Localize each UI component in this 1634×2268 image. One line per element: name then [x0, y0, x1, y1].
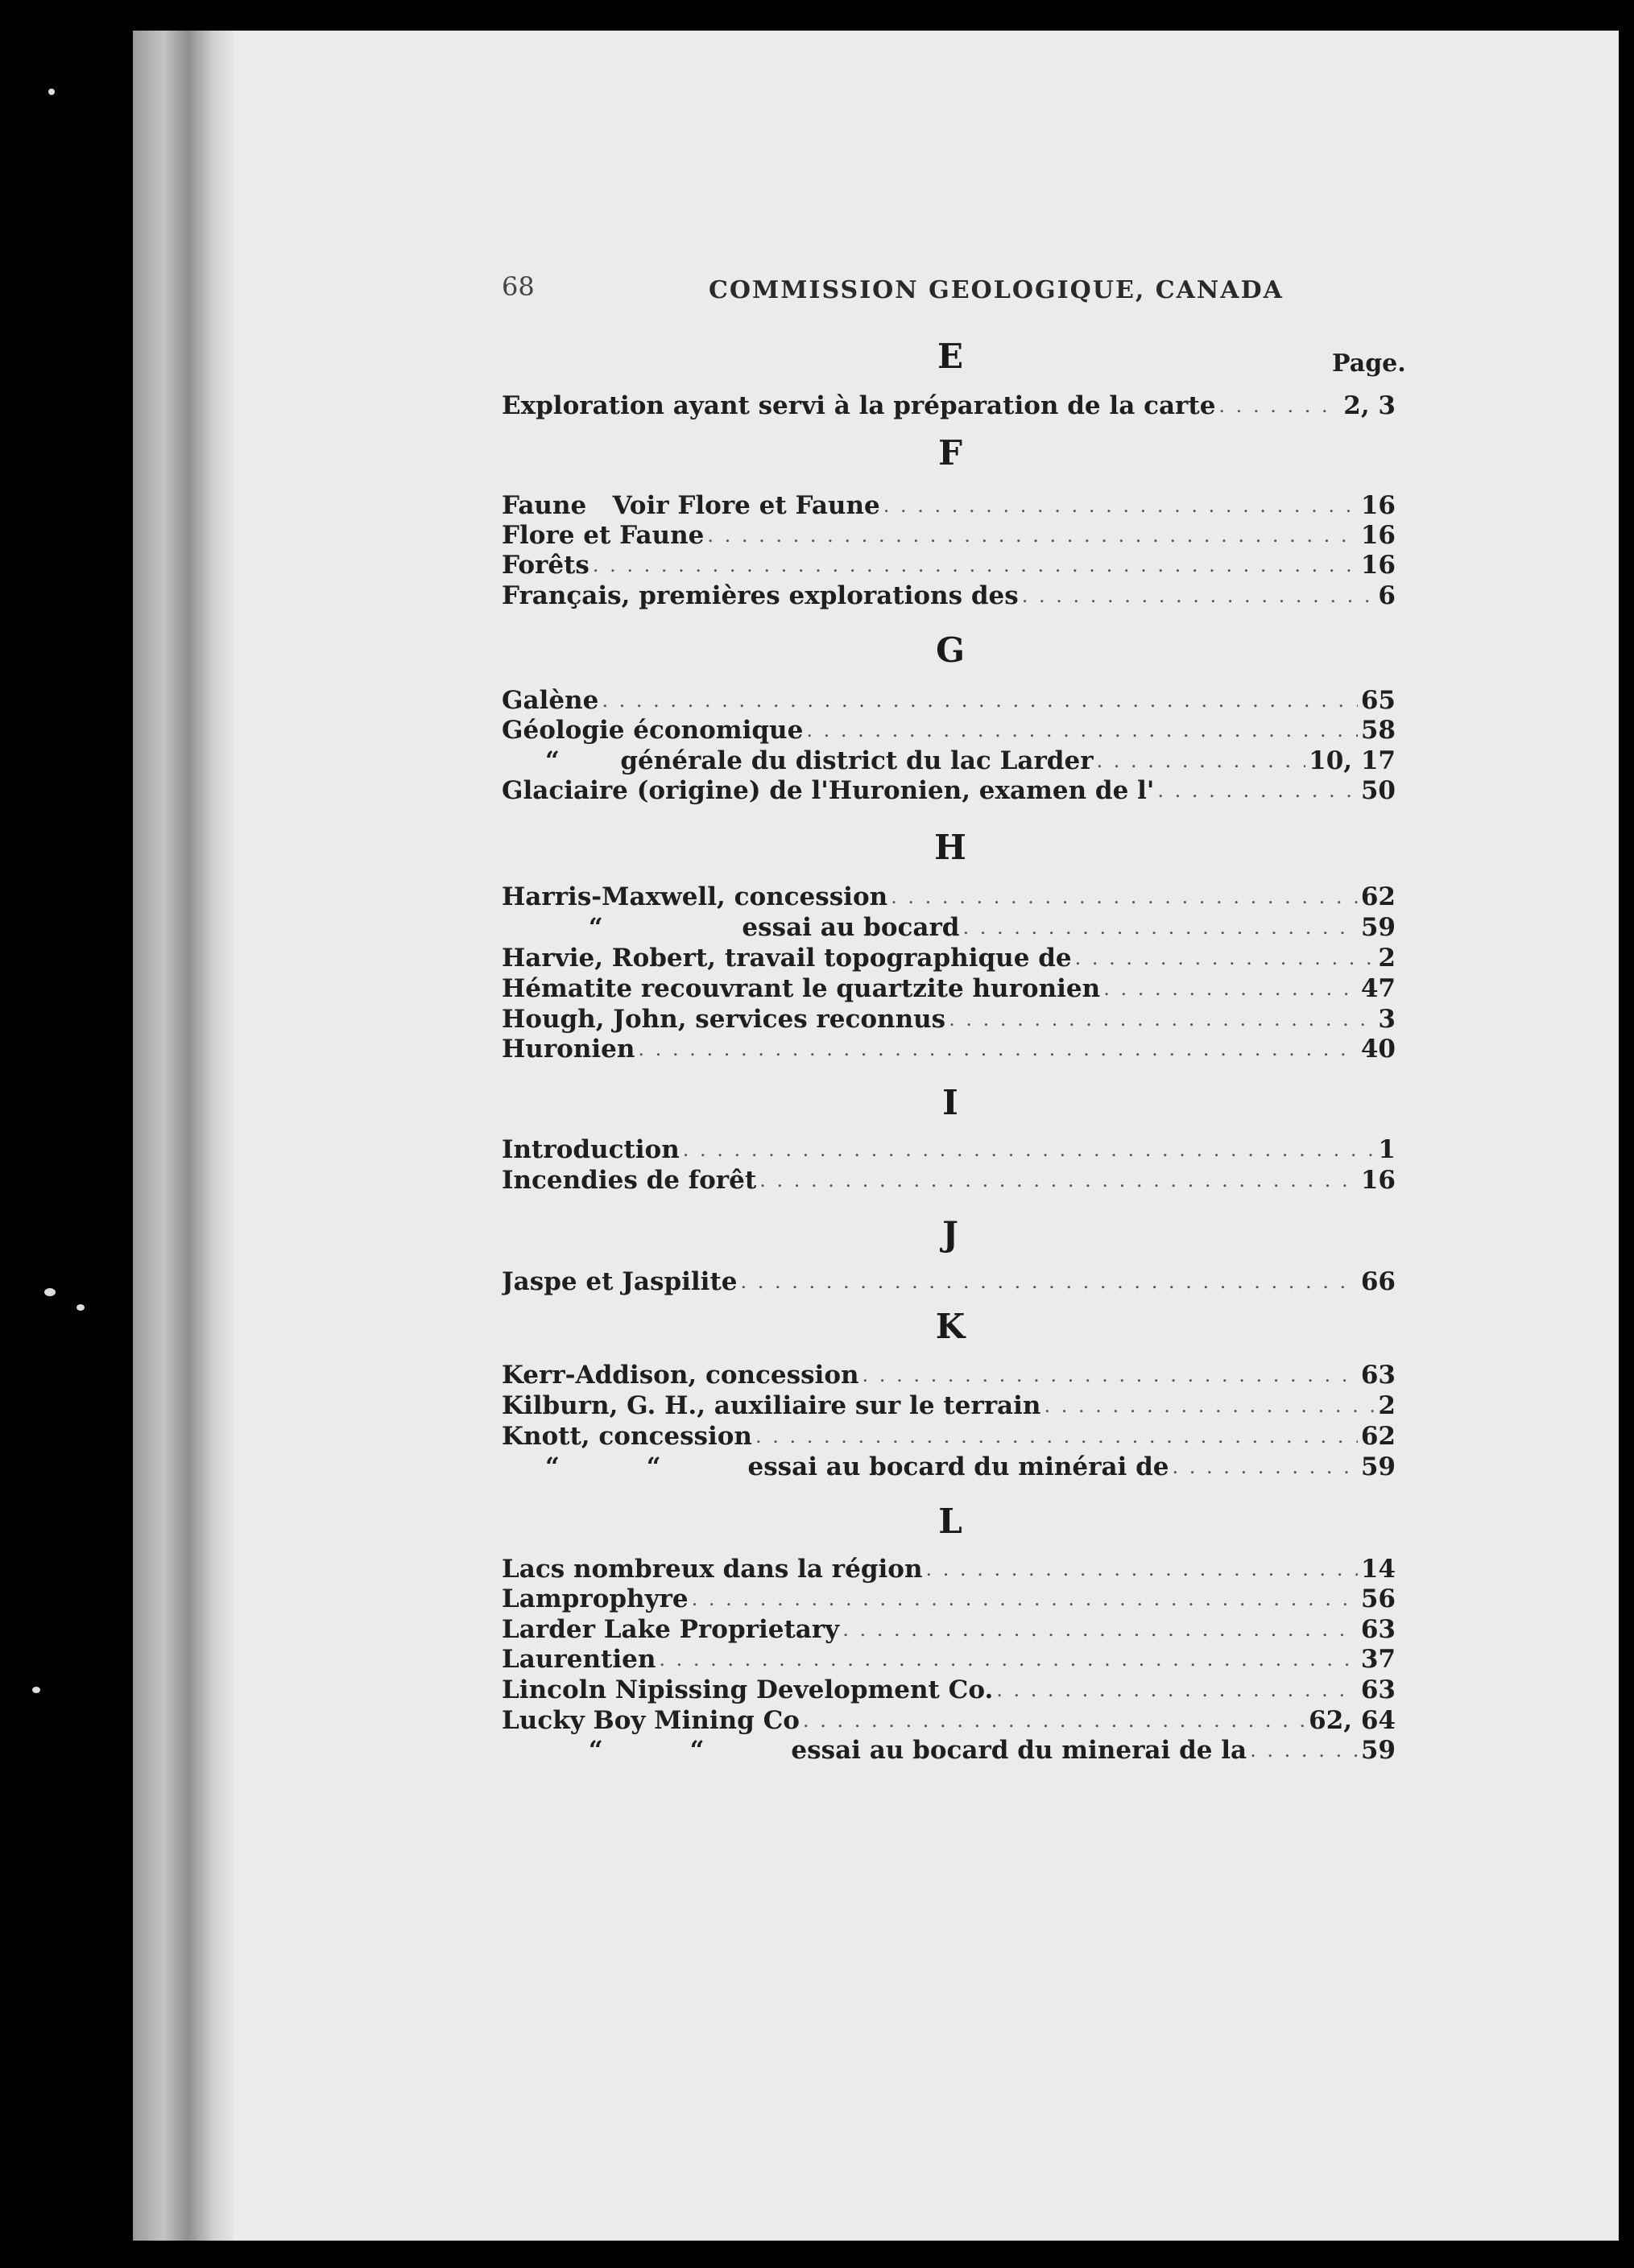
entry-text: Faune Voir Flore et Faune — [502, 491, 880, 520]
index-entry — [502, 1163, 1396, 1195]
entry-text: Introduction — [502, 1135, 680, 1164]
dot-leader — [707, 524, 1358, 550]
dot-leader — [806, 719, 1358, 745]
dot-leader — [962, 916, 1357, 942]
index-entry — [502, 1419, 1396, 1451]
section-letter: E — [937, 337, 963, 376]
entry-text: Lacs nombreux dans la région — [502, 1555, 923, 1584]
index-entry — [502, 1357, 1396, 1390]
dust-speck — [48, 89, 55, 95]
running-head: COMMISSION GEOLOGIQUE, CANADA — [709, 276, 1284, 304]
entry-text: Hough, John, services reconnus — [502, 1005, 946, 1034]
page-number: 68 — [502, 271, 535, 302]
dot-leader — [842, 1618, 1358, 1644]
entry-page: 62 — [1360, 882, 1396, 911]
entry-text: Forêts — [502, 551, 589, 580]
dust-speck — [32, 1687, 40, 1693]
entry-text: Glaciaire (origine) de l'Huronien, examen de l' — [502, 776, 1155, 805]
entry-page: 2 — [1378, 1391, 1396, 1420]
book-spine-gutter — [133, 31, 234, 2241]
entry-text: Kilburn, G. H., auxiliaire sur le terrain — [502, 1391, 1041, 1420]
section-letter: K — [935, 1307, 966, 1346]
section-letter: I — [942, 1083, 958, 1122]
entry-text: Flore et Faune — [502, 521, 705, 550]
entry-text: Exploration ayant servi à la préparation de la carte — [502, 391, 1216, 420]
index-entry — [502, 910, 1396, 942]
dot-leader — [692, 1588, 1358, 1613]
section-letter: J — [942, 1214, 958, 1254]
section-letter: L — [938, 1502, 962, 1541]
entry-page: 16 — [1360, 491, 1396, 520]
index-entry — [502, 1264, 1396, 1296]
entry-page: 37 — [1360, 1645, 1396, 1674]
index-entry — [502, 1031, 1396, 1064]
index-entry — [502, 940, 1396, 973]
index-entry — [502, 1642, 1396, 1674]
index-entry — [502, 879, 1396, 911]
entry-text: Galène — [502, 686, 599, 715]
entry-text: Géologie économique — [502, 716, 804, 745]
dot-leader — [996, 1679, 1358, 1704]
index-entry — [502, 488, 1396, 520]
dot-leader — [1097, 750, 1306, 775]
index-entry — [502, 518, 1396, 550]
entry-page: 58 — [1360, 716, 1396, 745]
index-entry — [502, 1703, 1396, 1735]
entry-page: 63 — [1360, 1675, 1396, 1704]
section-letter: G — [936, 630, 965, 670]
index-entry — [502, 1132, 1396, 1164]
entry-page: 14 — [1360, 1555, 1396, 1584]
entry-page: 59 — [1360, 1452, 1396, 1481]
dot-leader — [755, 1425, 1358, 1451]
entry-text: Hématite recouvrant le quartzite huronien — [502, 974, 1101, 1003]
dot-leader — [1218, 395, 1340, 420]
index-entry — [502, 743, 1396, 775]
entry-page: 10, 17 — [1309, 746, 1396, 775]
entry-page: 47 — [1360, 974, 1396, 1003]
index-entry — [502, 1388, 1396, 1420]
entry-page: 1 — [1378, 1135, 1396, 1164]
entry-page: 62 — [1360, 1422, 1396, 1451]
index-entry — [502, 388, 1396, 420]
dot-leader — [659, 1648, 1357, 1674]
dot-leader — [1157, 779, 1357, 805]
dot-leader — [883, 494, 1358, 520]
entry-text: Laurentien — [502, 1645, 656, 1674]
index-entry — [502, 971, 1396, 1003]
entry-text: Lincoln Nipissing Development Co. — [502, 1675, 994, 1704]
dot-leader — [593, 554, 1358, 580]
index-entry — [502, 1672, 1396, 1704]
entry-page: 40 — [1360, 1035, 1396, 1064]
entry-text: Harris-Maxwell, concession — [502, 882, 888, 911]
section-letter: H — [934, 828, 966, 867]
page-column-label: Page. — [1332, 349, 1406, 378]
entry-text: Larder Lake Proprietary — [502, 1615, 840, 1644]
dot-leader — [1173, 1456, 1358, 1481]
index-entry — [502, 683, 1396, 715]
index-entry — [502, 1581, 1396, 1613]
dot-leader — [1075, 947, 1375, 973]
entry-text: Knott, concession — [502, 1422, 752, 1451]
index-entry — [502, 1449, 1396, 1481]
index-entry — [502, 1551, 1396, 1584]
dot-leader — [1022, 585, 1375, 610]
entry-page: 66 — [1360, 1267, 1396, 1296]
entry-text: Incendies de forêt — [502, 1166, 757, 1195]
dust-speck — [44, 1288, 56, 1296]
entry-page: 65 — [1360, 686, 1396, 715]
entry-text: Jaspe et Jaspilite — [502, 1267, 738, 1296]
entry-page: 59 — [1360, 913, 1396, 942]
dot-leader — [926, 1558, 1358, 1584]
entry-page: 16 — [1360, 1166, 1396, 1195]
dot-leader — [949, 1008, 1375, 1034]
entry-text: “ “ essai au bocard du minerai de la — [502, 1736, 1247, 1765]
dot-leader — [1044, 1394, 1375, 1420]
entry-page: 63 — [1360, 1615, 1396, 1644]
dot-leader — [891, 886, 1358, 911]
entry-text: Lamprophyre — [502, 1584, 689, 1613]
dot-leader — [759, 1169, 1358, 1195]
entry-page: 56 — [1360, 1584, 1396, 1613]
entry-text: Français, premières explorations des — [502, 581, 1019, 610]
index-entry — [502, 773, 1396, 805]
dot-leader — [863, 1364, 1358, 1390]
dot-leader — [602, 689, 1358, 715]
dot-leader — [638, 1038, 1357, 1064]
entry-text: “ générale du district du lac Larder — [502, 746, 1094, 775]
entry-text: “ “ essai au bocard du minérai de — [502, 1452, 1169, 1481]
entry-page: 2, 3 — [1343, 391, 1396, 420]
dot-leader — [683, 1138, 1375, 1164]
entry-text: Lucky Boy Mining Co — [502, 1706, 800, 1735]
entry-page: 50 — [1360, 776, 1396, 805]
entry-page: 63 — [1360, 1361, 1396, 1390]
entry-text: Harvie, Robert, travail topographique de — [502, 944, 1072, 973]
entry-page: 16 — [1360, 551, 1396, 580]
dot-leader — [1103, 977, 1358, 1003]
index-entry — [502, 578, 1396, 610]
index-entry — [502, 547, 1396, 580]
entry-page: 3 — [1378, 1005, 1396, 1034]
entry-page: 16 — [1360, 521, 1396, 550]
dot-leader — [803, 1709, 1305, 1735]
entry-page: 6 — [1378, 581, 1396, 610]
section-letter: F — [938, 433, 962, 473]
index-entry — [502, 1612, 1396, 1644]
entry-page: 59 — [1360, 1736, 1396, 1765]
index-entry — [502, 713, 1396, 745]
dot-leader — [741, 1270, 1358, 1296]
index-entry — [502, 1733, 1396, 1765]
entry-text: “ essai au bocard — [502, 913, 960, 942]
entry-page: 2 — [1378, 944, 1396, 973]
entry-page: 62, 64 — [1309, 1706, 1396, 1735]
entry-text: Huronien — [502, 1035, 635, 1064]
index-entry — [502, 1002, 1396, 1034]
dot-leader — [1250, 1739, 1358, 1765]
entry-text: Kerr-Addison, concession — [502, 1361, 859, 1390]
dust-speck — [77, 1304, 85, 1311]
